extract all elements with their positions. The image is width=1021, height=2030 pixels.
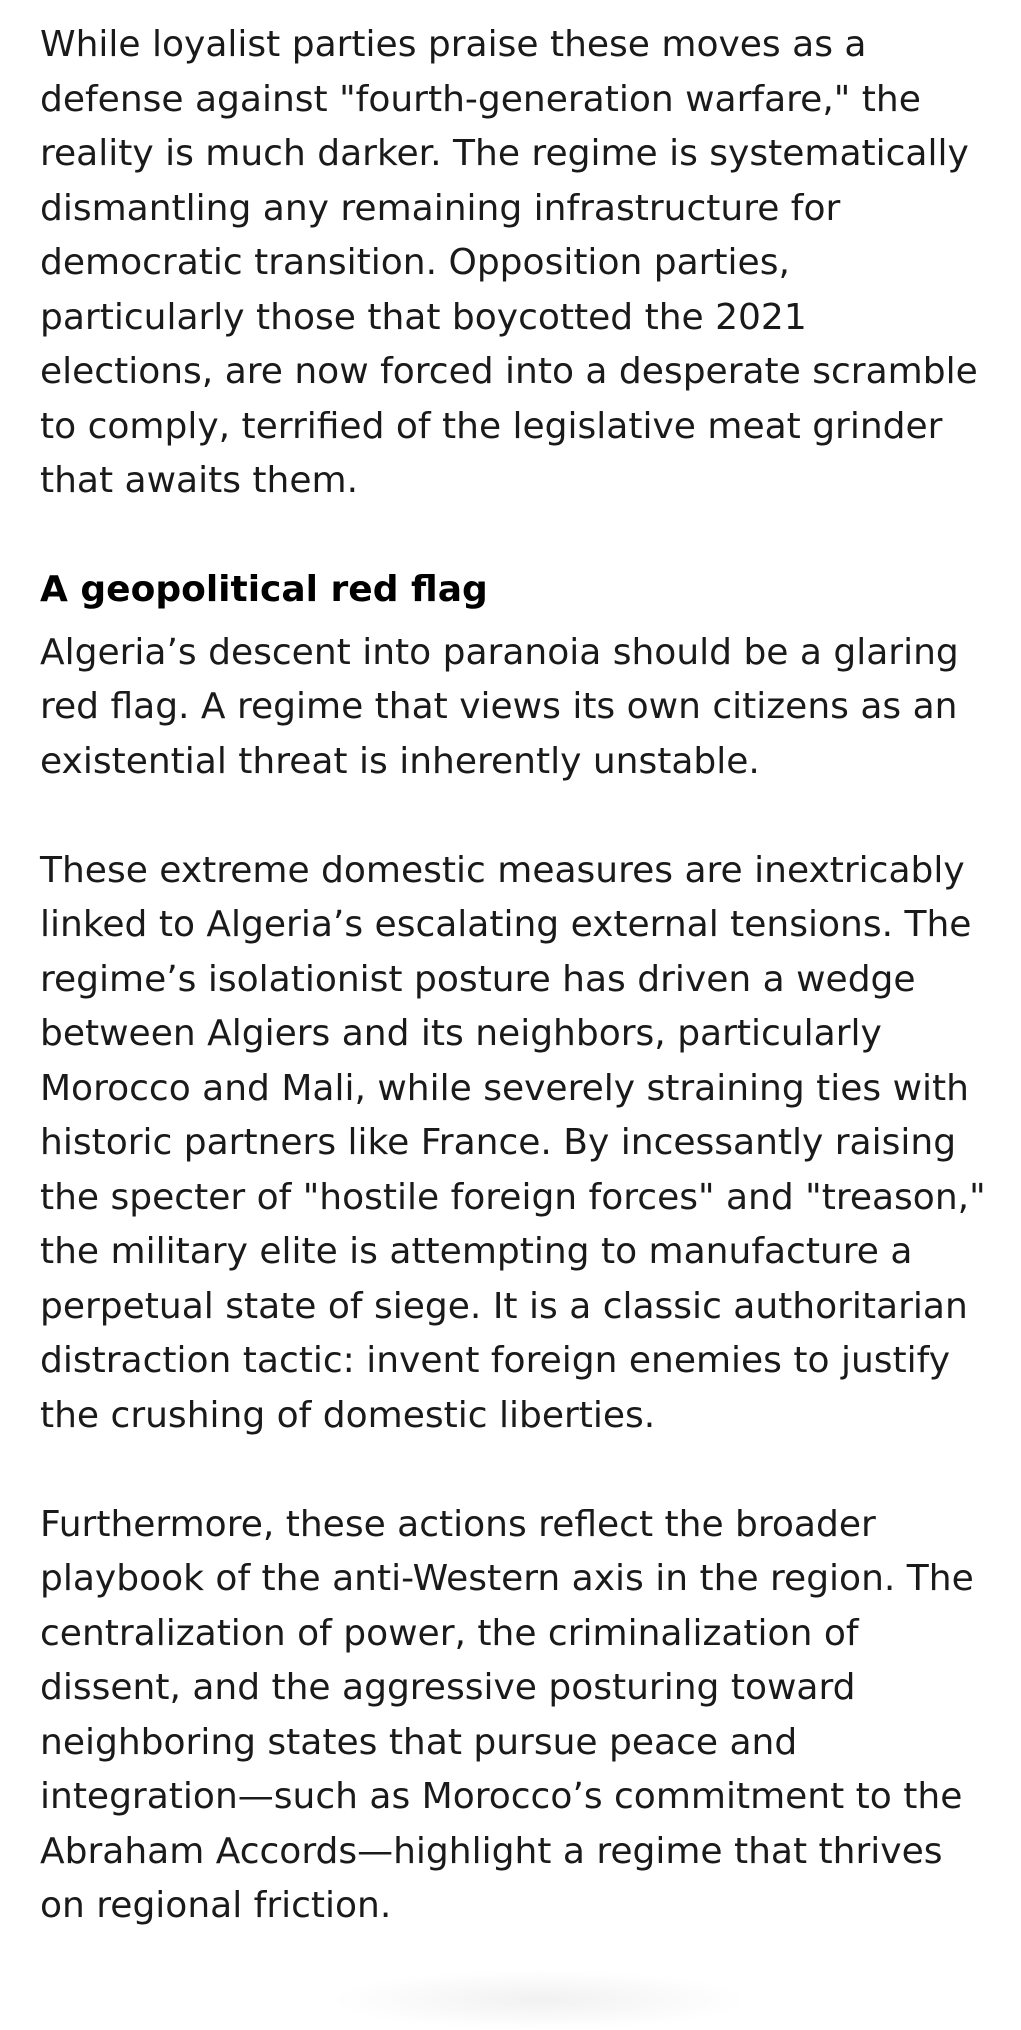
article-paragraph: While loyalist parties praise these moves as a defense against "fourth-generation warfare," the reality is much darker. The regime is systematically dismantling any remaining infrastructure for democratic transition. Opposition parties, particularly those that boycotted the 2021 elections, are now forced into a desperate scramble to comply, terrified of the legislative meat grinder that awaits them. <box>40 24 978 501</box>
section-heading: A geopolitical red flag <box>40 569 488 610</box>
article-paragraph: Furthermore, these actions reflect the broader playbook of the anti-Western axis in the region. The centralization of power, the criminalization of dissent, and the aggressive posturing toward neighboring states that pursue peace and integration—such as Morocco’s commitment to the Abraham Accords—highlight a regime that thrives on regional friction. <box>40 1503 974 1926</box>
scroll-fade-overlay <box>330 1970 750 2030</box>
article-paragraph: Algeria’s descent into paranoia should be a glaring red flag. A regime that views its own citizens as an existential threat is inherently unstable. <box>40 631 959 782</box>
article-paragraph: These extreme domestic measures are inextricably linked to Algeria’s escalating external tensions. The regime’s isolationist posture has driven a wedge between Algiers and its neighbors, particularly Morocco and Mali, while severely straining ties with historic partners like France. By incessantly raising the specter of "hostile foreign forces" and "treason," the military elite is attempting to manufacture a perpetual state of siege. It is a classic authoritarian distraction tactic: invent foreign enemies to justify the crushing of domestic liberties. <box>40 849 986 1436</box>
article-body <box>40 18 990 1988</box>
